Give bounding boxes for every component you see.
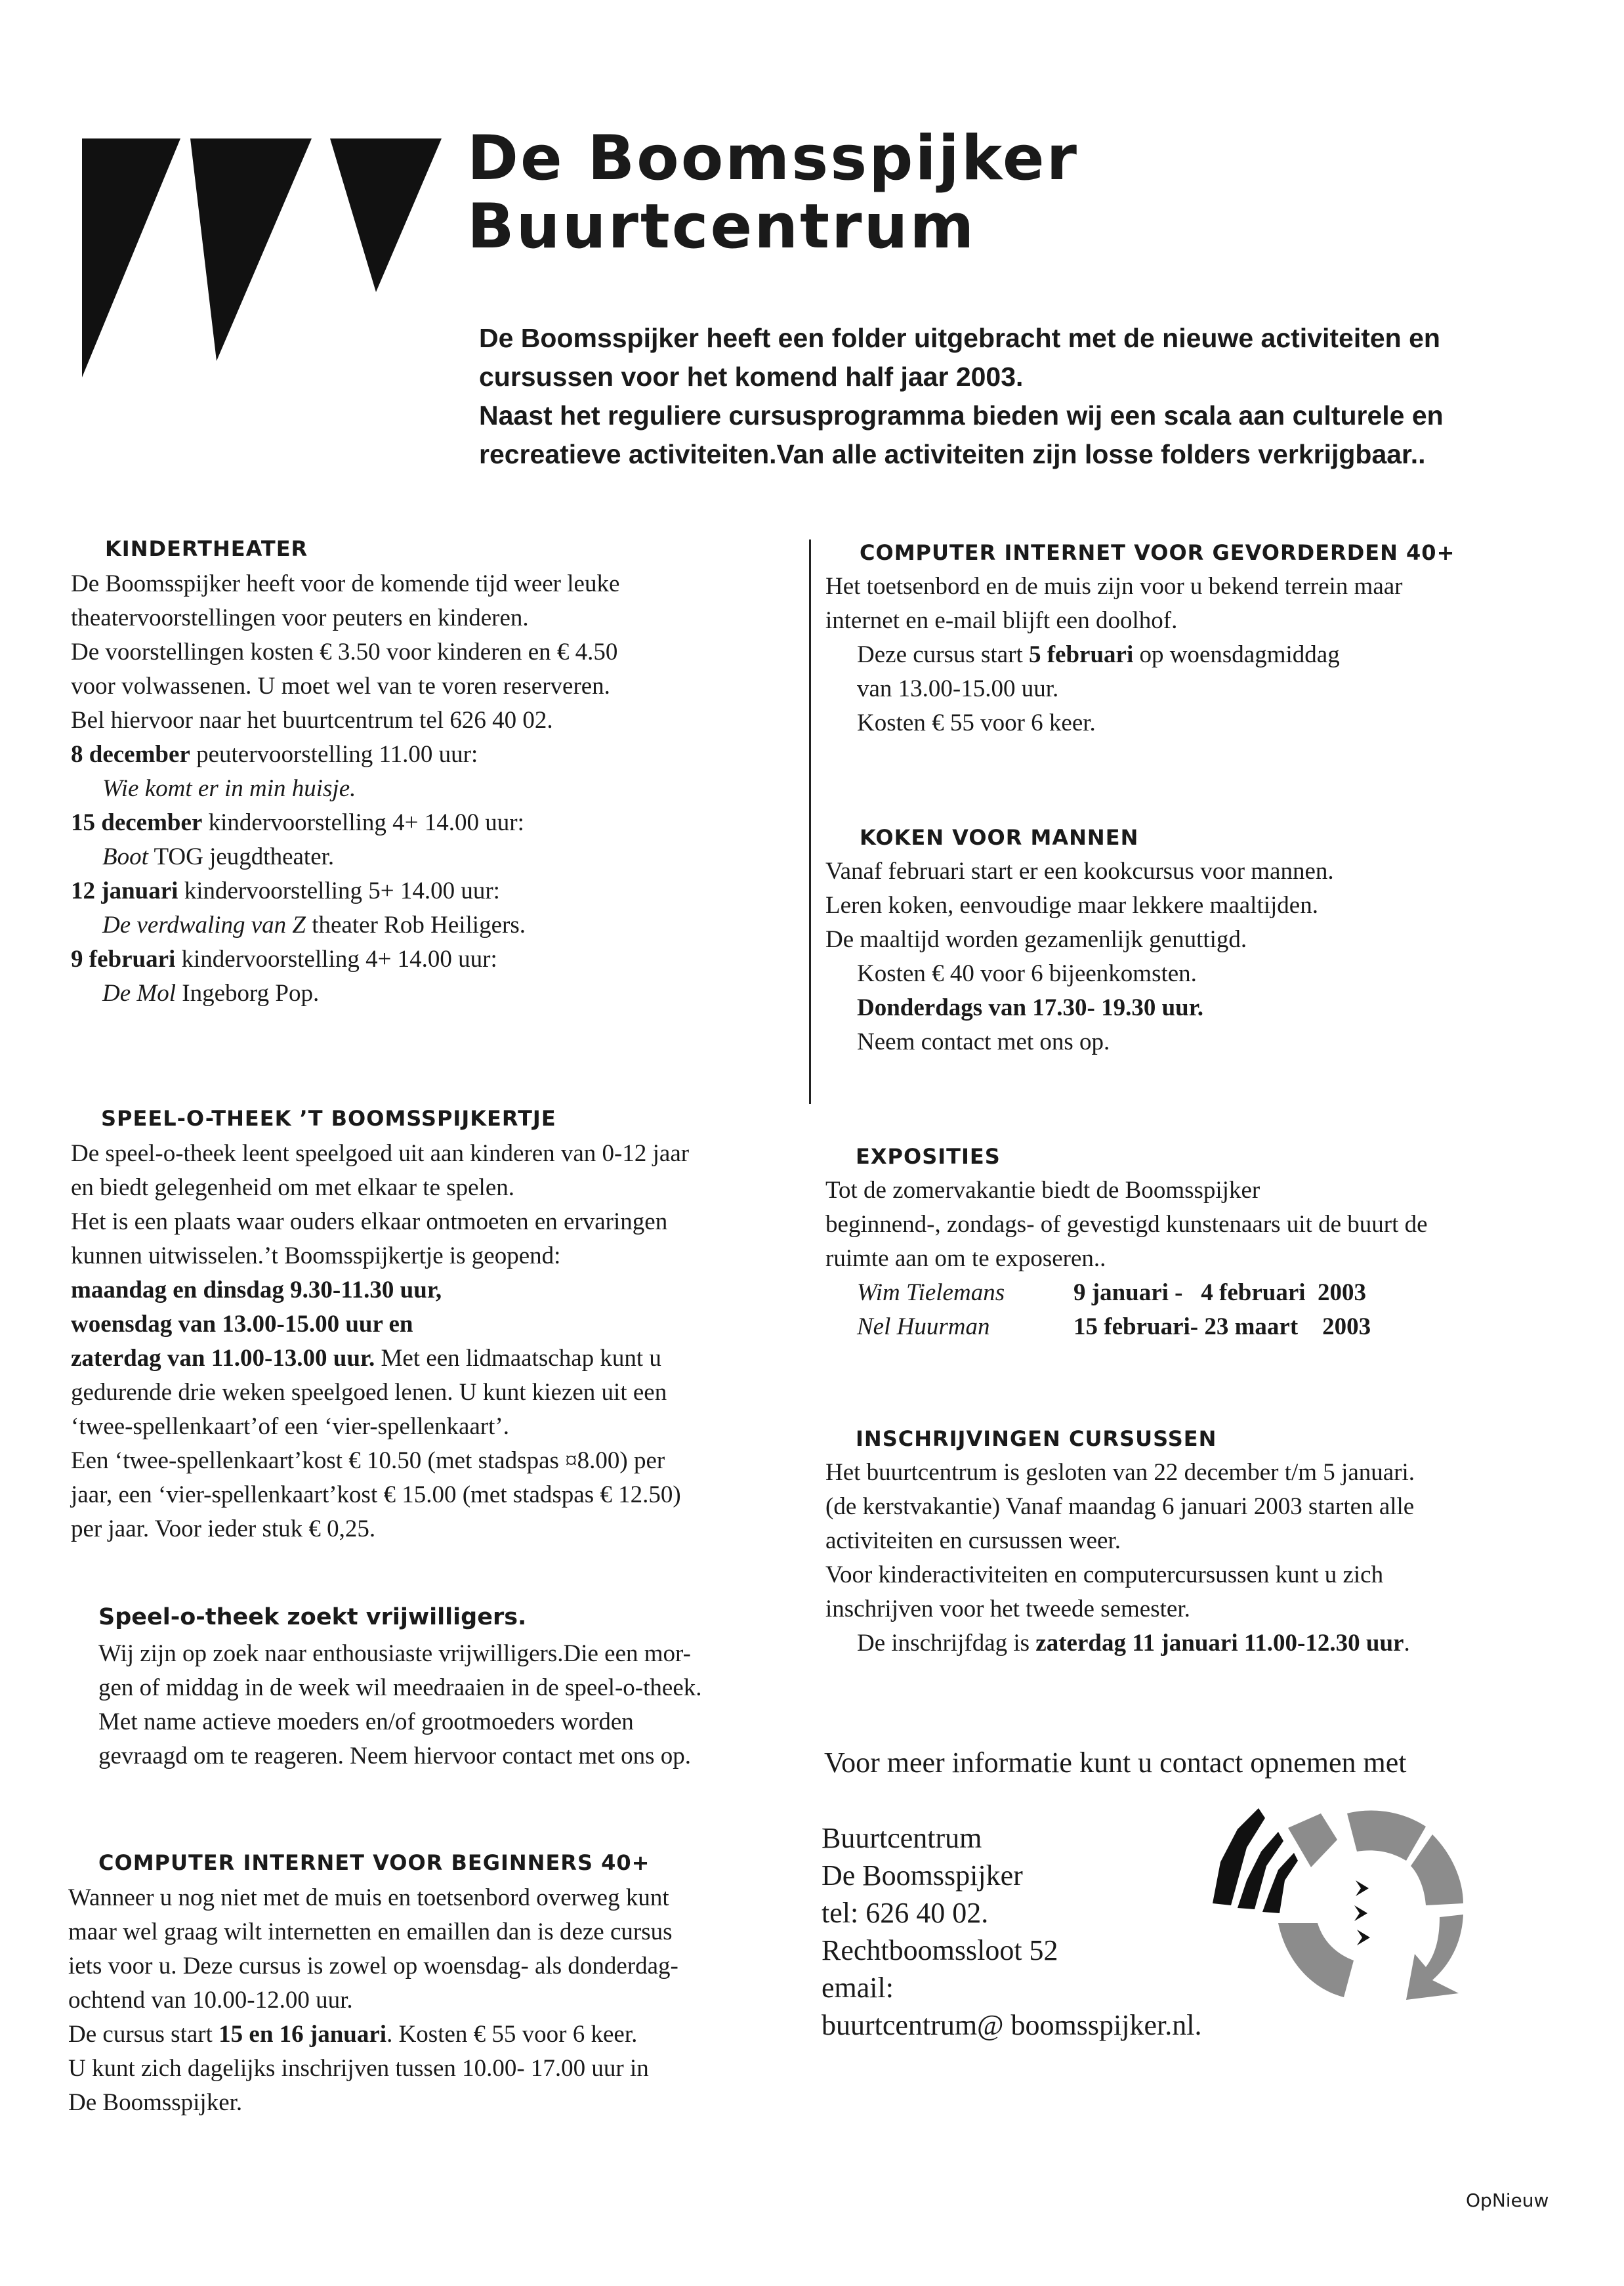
section-heading: KINDERTHEATER (105, 536, 308, 561)
show-item: 15 december kindervoorstelling 4+ 14.00 uur: (71, 809, 524, 836)
page-title: De Boomsspijker Buurtcentrum (467, 123, 1079, 263)
section-heading: EXPOSITIES (856, 1144, 1001, 1169)
section-heading: COMPUTER INTERNET VOOR GEVORDERDEN 40+ (860, 540, 1455, 565)
contact-intro: Voor meer informatie kunt u contact opnemen met (824, 1746, 1407, 1779)
show-item: 8 december peutervoorstelling 11.00 uur: (71, 741, 478, 768)
section-speelotheek: SPEEL-O-THEEK ’T BOOMSSPIJKERTJE De speel-o-theek leent speelgoed uit aan kinderen van 0-12 jaar en biedt gelegenheid om met elkaar te spelen. Het is een plaats waar ouders elkaar ontmoeten en ervaringen kunnen uitwisselen.’t Boomsspijkertje is geopend: maandag en dinsdag 9.30-11.30 uur, woensdag van 13.00-15.00 uur en zaterdag van 11.00-13.00 uur. Met een lidmaatschap kunt u gedurende drie weken speelgoed lenen. U kunt kiezen uit een ‘twee-spellenkaart’of een ‘vier-spellenkaart’. Een ‘twee-spellenkaart’kost € 10.50 (met stadspas ¤8.00) per jaar, een ‘vier-spellenkaart’kost € 15.00 (met stadspas € 12.50) per jaar. Voor ieder stuk € 0,25. (71, 1105, 799, 1546)
intro-text: De Boomsspijker heeft een folder uitgebracht met de nieuwe activiteiten en cursussen voor het komend half jaar 2003. Naast het reguliere cursusprogramma bieden wij een scala aan culturele en recreatieve activiteiten.Van alle activiteiten zijn losse folders verkrijgbaar.. (479, 323, 1444, 469)
boomsspijker-logo (82, 135, 449, 391)
column-divider (809, 540, 811, 1104)
section-heading: KOKEN VOOR MANNEN (860, 825, 1139, 850)
section-koken: KOKEN VOOR MANNEN Vanaf februari start er een kookcursus voor mannen. Leren koken, eenvoudige maar lekkere maaltijden. De maaltijd worden gezamenlijk genuttigd. Kosten € 40 voor 6 bijeenkomsten. Donderdags van 17.30- 19.30 uur. Neem contact met ons op. (825, 824, 1580, 1059)
email-link[interactable]: buurtcentrum@ boomsspijker.nl. (822, 2009, 1202, 2041)
exhibition-row: Wim Tielemans 9 januari - 4 februari 2003 (857, 1279, 1367, 1306)
contact-address: Buurtcentrum De Boomsspijker tel: 626 40 02. Rechtboomssloot 52 email: buurtcentrum@ boomsspijker.nl. (822, 1819, 1201, 2044)
section-vrijwilligers: Speel-o-theek zoekt vrijwilligers. Wij zijn op zoek naar enthousiaste vrijwilligers.Die een mor- gen of middag in de week wil meedraaien in de speel-o-theek. Met name actieve moeders en/of grootmoeders worden gevraagd om te reageren. Neem hiervoor contact met ons op. (98, 1603, 807, 1773)
section-inschrijvingen: INSCHRIJVINGEN CURSUSSEN Het buurtcentrum is gesloten van 22 december t/m 5 januari. (de kerstvakantie) Vanaf maandag 6 januari 2003 starten alle activiteiten en cursussen weer. Voor kinderactiviteiten en computercursussen kunt u zich inschrijven voor het tweede semester. De inschrijfdag is zaterdag 11 januari 11.00-12.30 uur. (825, 1426, 1580, 1661)
section-heading: Speel-o-theek zoekt vrijwilligers. (98, 1604, 527, 1630)
footer-label: OpNieuw (1466, 2190, 1549, 2211)
section-exposities: EXPOSITIES Tot de zomervakantie biedt de Boomsspijker beginnend-, zondags- of gevestigd kunstenaars uit de buurt de ruimte aan om te exposeren.. Wim Tielemans 9 januari - 4 februari 2003 Nel Huurman 15 februari- 23 maart 2003 (825, 1143, 1580, 1344)
section-heading: SPEEL-O-THEEK ’T BOOMSSPIJKERTJE (101, 1106, 556, 1131)
show-item: 12 januari kindervoorstelling 5+ 14.00 uur: (71, 878, 500, 904)
section-heading: COMPUTER INTERNET VOOR BEGINNERS 40+ (98, 1850, 650, 1875)
section-beginners: COMPUTER INTERNET VOOR BEGINNERS 40+ Wanneer u nog niet met de muis en toetsenbord overweg kunt maar wel graag wilt internetten en emaillen dan is deze cursus iets voor u. Deze cursus is zowel op woensdag- als donderdag- ochtend van 10.00-12.00 uur. De cursus start 15 en 16 januari. Kosten € 55 voor 6 keer. U kunt zich dagelijks inschrijven tussen 10.00- 17.00 uur in De Boomsspijker. (68, 1850, 797, 2120)
section-gevorderden: COMPUTER INTERNET VOOR GEVORDERDEN 40+ Het toetsenbord en de muis zijn voor u bekend terrein maar internet en e-mail blijft een doolhof. Deze cursus start 5 februari op woensdagmiddag van 13.00-15.00 uur. Kosten € 55 voor 6 keer. (825, 540, 1580, 740)
exhibition-row: Nel Huurman 15 februari- 23 maart 2003 (857, 1313, 1371, 1340)
section-kindertheater: KINDERTHEATER De Boomsspijker heeft voor de komende tijd weer leuke theatervoorstellingen voor peuters en kinderen. De voorstellingen kosten € 3.50 voor kinderen en € 4.50 voor volwassenen. U moet wel van te voren reserveren. Bel hiervoor naar het buurtcentrum tel 626 40 02. 8 december peutervoorstelling 11.00 uur: Wie komt er in min huisje. 15 december kindervoorstelling 4+ 14.00 uur: Boot TOG jeugdtheater. 12 januari kindervoorstelling 5+ 14.00 uur: De verdwaling van Z theater Rob Heiligers. 9 februari kindervoorstelling 4+ 14.00 uur: De Mol Ingeborg Pop. (71, 536, 799, 1011)
section-heading: INSCHRIJVINGEN CURSUSSEN (856, 1426, 1217, 1451)
show-item: 9 februari kindervoorstelling 4+ 14.00 uur: (71, 946, 497, 973)
buurtcentrum-circle-logo (1206, 1789, 1482, 2005)
